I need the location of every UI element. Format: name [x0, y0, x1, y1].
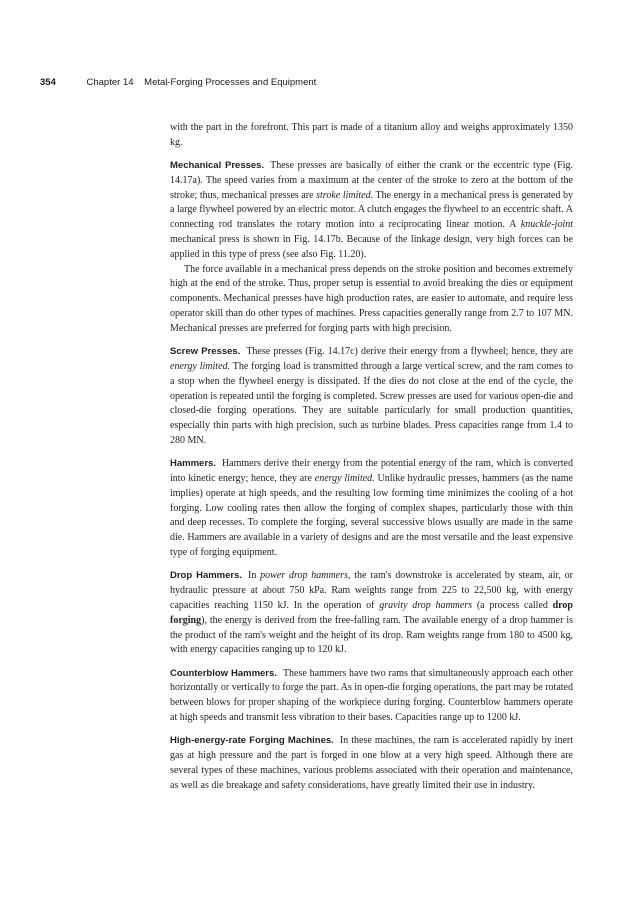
- hammers-paragraph: Hammers. Hammers derive their energy from the potential energy of the ram, which is converted into kinetic energy; hence, they are energy limited. Unlike hydraulic presses, hammers (as the name implies) operate at high speeds, and the resulting low forming time minimizes the cooling of a hot forging. Low cooling rates then allow the forging of complex shapes, particularly those with thin and deep recesses. To complete the forging, several successive blows usually are made in the same die. Hammers are available in a variety of designs and are the most versatile and the least expensive type of forging equipment.: [170, 458, 573, 559]
- counterblow-hammers-paragraph: Counterblow Hammers. These hammers have two rams that simultaneously approach each other horizontally or vertically to forge the part. As in open-die forging operations, the part may be rotated between blows for proper shaping of the workpiece during forging. Counterblow hammers operate at high speeds and transmit less vibration to their bases. Capacities range up to 1200 kJ.: [170, 667, 573, 723]
- running-header: [40, 77, 316, 88]
- hammers-heading: Hammers.: [170, 458, 216, 470]
- high-energy-rate-heading: High-energy-rate Forging Machines.: [170, 735, 334, 747]
- mechanical-presses-heading: Mechanical Presses.: [170, 160, 265, 172]
- body-text: [170, 121, 573, 802]
- chapter-title: Metal-Forging Processes and Equipment: [144, 77, 317, 88]
- mechanical-presses-paragraph-2: The force available in a mechanical press depends on the stroke position and becomes extremely high at the end of the stroke. Thus, proper setup is essential to avoid breaking the dies or equipment components. Mechanical presses have high production rates, are easier to automate, and require less operator skill than do other types of machines. Press capacities generally range from 2.7 to 107 MN. Mechanical presses are preferred for forging parts with high precision.: [170, 263, 573, 334]
- screw-presses-heading: Screw Presses.: [170, 346, 241, 358]
- mechanical-presses-paragraph: Mechanical Presses. These presses are basically of either the crank or the eccentric type (Fig. 14.17a). The speed varies from a maximum at the center of the stroke to zero at the bottom of the stroke; thus, mechanical presses are stroke limited. The energy in a mechanical press is generated by a large flywheel powered by an electric motor. A clutch engages the flywheel to an eccentric shaft. A connecting rod translates the rotary motion into a reciprocating linear motion. A knuckle-joint mechanical press is shown in Fig. 14.17b. Because of the linkage design, very high forces can be applied in this type of press (see also Fig. 11.20).: [170, 160, 573, 260]
- screw-presses-paragraph: Screw Presses. These presses (Fig. 14.17c) derive their energy from a flywheel; hence, they are energy limited. The forging load is transmitted through a large vertical screw, and the ram comes to a stop when the flywheel energy is dissipated. If the dies do not close at the end of the cycle, the operation is repeated until the forging is completed. Screw presses are used for various open-die and closed-die forging operations. They are suitable particularly for small production quantities, especially thin parts with high precision, such as turbine blades. Press capacities range from 1.4 to 280 MN.: [170, 346, 574, 446]
- drop-hammers-heading: Drop Hammers.: [170, 570, 243, 582]
- counterblow-hammers-heading: Counterblow Hammers.: [170, 667, 277, 679]
- page-number: 354: [40, 77, 56, 88]
- intro-paragraph: with the part in the forefront. This part is made of a titanium alloy and weighs approximately 1350 kg.: [170, 122, 573, 148]
- drop-hammers-paragraph: Drop Hammers. In power drop hammers, the ram's downstroke is accelerated by steam, air, or hydraulic pressure at about 750 kPa. Ram weights range from 225 to 22,500 kg, with energy capacities reaching 1150 kJ. In the operation of gravity drop hammers (a process called drop forging), the energy is derived from the free-falling ram. The available energy of a drop hammer is the product of the ram's weight and the height of its drop. Ram weights range from 180 to 4500 kg, with energy capacities ranging up to 120 kJ.: [170, 570, 574, 656]
- high-energy-rate-paragraph: High-energy-rate Forging Machines. In these machines, the ram is accelerated rapidly by inert gas at high pressure and the part is forged in one blow at a very high speed. Although there are several types of these machines, various problems associated with their operation and maintenance, as well as die breakage and safety considerations, have greatly limited their use in industry.: [170, 735, 574, 791]
- chapter-label: Chapter 14: [86, 77, 134, 88]
